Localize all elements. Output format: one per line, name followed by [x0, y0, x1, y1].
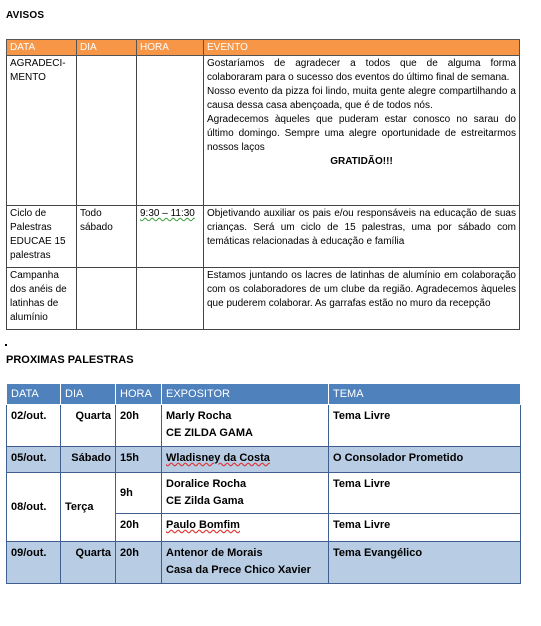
- cell-data: 02/out.: [7, 405, 61, 447]
- cell-tema: Tema Livre: [329, 473, 521, 514]
- avisos-col-hora: HORA: [137, 40, 204, 56]
- palestras-col-tema: TEMA: [329, 384, 521, 405]
- expositor-local: CE ZILDA GAMA: [166, 427, 253, 439]
- cell-hora: [137, 268, 204, 330]
- table-row: [7, 206, 520, 268]
- palestras-col-dia: DIA: [61, 384, 116, 405]
- cell-expositor: [162, 447, 329, 473]
- cell-tema: Tema Evangélico: [329, 542, 521, 584]
- avisos-col-dia: DIA: [77, 40, 137, 56]
- expositor-name: Antenor de Morais: [166, 547, 263, 559]
- cell-expositor: [162, 542, 329, 584]
- cell-data: Campanha dos anéis de latinhas de alumínio: [7, 268, 77, 330]
- avisos-col-evento: EVENTO: [204, 40, 520, 56]
- avisos-header-row: [7, 40, 520, 56]
- cell-hora: 15h: [116, 447, 162, 473]
- cell-dia: [77, 56, 137, 206]
- cell-data: 08/out.: [7, 473, 61, 542]
- bullet-mark: [5, 344, 7, 346]
- cell-dia: Quarta: [61, 542, 116, 584]
- palestras-col-data: DATA: [7, 384, 61, 405]
- evento-paragraph: Agradecemos àqueles que puderam estar conosco no sarau do último domingo. Sempre uma alegre oportunidade de estreitarmos nossos laços: [207, 114, 516, 153]
- expositor-name: Wladisney da Costa: [166, 452, 270, 464]
- cell-hora: 9:30 – 11:30: [137, 206, 204, 268]
- cell-data: AGRADECI-MENTO: [7, 56, 77, 206]
- table-row: [7, 542, 521, 584]
- cell-tema: Tema Livre: [329, 514, 521, 542]
- cell-dia: Sábado: [61, 447, 116, 473]
- cell-hora: 20h: [116, 514, 162, 542]
- cell-expositor: [162, 405, 329, 447]
- table-row: [7, 473, 521, 514]
- cell-expositor: [162, 473, 329, 514]
- table-row: [7, 447, 521, 473]
- cell-evento: Objetivando auxiliar os pais e/ou responsáveis na educação de suas crianças. Será um ciclo de 15 palestras, uma por sábado com temáticas relacionadas à educação e família: [204, 206, 520, 268]
- cell-dia: Terça: [61, 473, 116, 542]
- palestras-title: PROXIMAS PALESTRAS: [6, 354, 134, 366]
- cell-expositor: [162, 514, 329, 542]
- cell-hora: [137, 56, 204, 206]
- gratidao-text: GRATIDÃO!!!: [330, 156, 393, 167]
- expositor-name: Paulo Bomfim: [166, 519, 240, 531]
- expositor-name: Doralice Rocha: [166, 478, 247, 490]
- expositor-name: Marly Rocha: [166, 410, 232, 422]
- cell-hora: 20h: [116, 542, 162, 584]
- cell-dia: Todo sábado: [77, 206, 137, 268]
- table-row: [7, 56, 520, 206]
- evento-paragraph: Nosso evento da pizza foi lindo, muita gente alegre compartilhando a causa dessa casa abençoada, que é de todos nós.: [207, 86, 516, 111]
- cell-data: Ciclo de Palestras EDUCAE 15 palestras: [7, 206, 77, 268]
- cell-evento: [204, 56, 520, 206]
- evento-paragraph: Gostaríamos de agradecer a todos que de alguma forma colaboraram para o sucesso dos eventos do último final de semana.: [207, 58, 516, 83]
- cell-dia: Quarta: [61, 405, 116, 447]
- cell-tema: O Consolador Prometido: [329, 447, 521, 473]
- cell-hora: 20h: [116, 405, 162, 447]
- avisos-col-data: DATA: [7, 40, 77, 56]
- cell-tema: Tema Livre: [329, 405, 521, 447]
- palestras-col-hora: HORA: [116, 384, 162, 405]
- expositor-local: Casa da Prece Chico Xavier: [166, 564, 311, 576]
- avisos-title: AVISOS: [6, 10, 45, 21]
- palestras-col-expositor: EXPOSITOR: [162, 384, 329, 405]
- table-row: [7, 405, 521, 447]
- cell-hora: 9h: [116, 473, 162, 514]
- cell-data: 09/out.: [7, 542, 61, 584]
- cell-dia: [77, 268, 137, 330]
- avisos-table: [6, 39, 520, 330]
- palestras-table: [6, 383, 521, 584]
- cell-evento: Estamos juntando os lacres de latinhas de alumínio em colaboração com os colaboradores de um clube da região. Agradecemos àqueles que puderem colaborar. As garrafas estão no muro da recepção: [204, 268, 520, 330]
- palestras-header-row: [7, 384, 521, 405]
- cell-data: 05/out.: [7, 447, 61, 473]
- expositor-local: CE Zilda Gama: [166, 495, 244, 507]
- table-row: [7, 268, 520, 330]
